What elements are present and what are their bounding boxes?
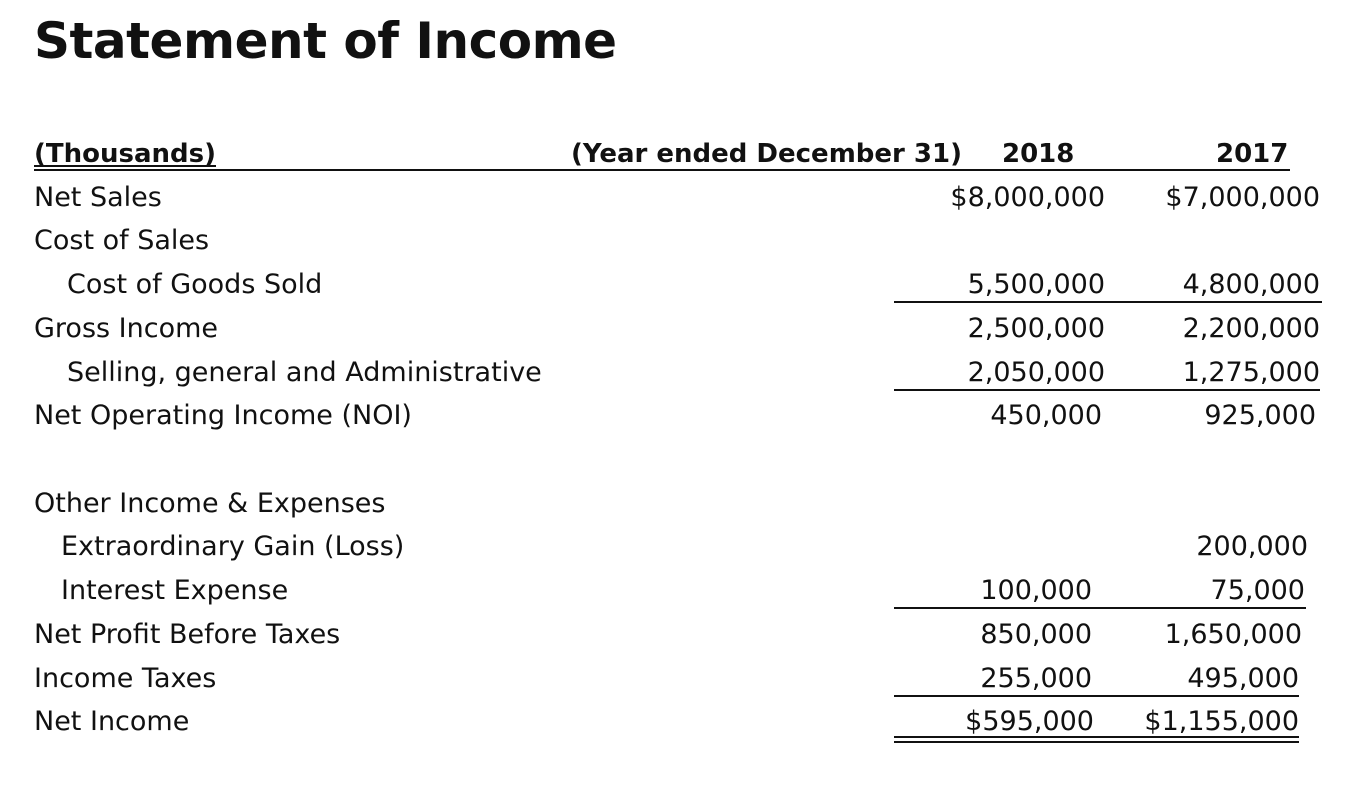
value-2017-gross-income: 2,200,000 [1182, 313, 1320, 344]
page-title: Statement of Income [34, 12, 617, 70]
value-2017-cogs: 4,800,000 [1182, 269, 1320, 300]
row-label-extraordinary: Extraordinary Gain (Loss) [61, 531, 405, 562]
header-rule [34, 169, 1290, 171]
value-2018-sga: 2,050,000 [967, 357, 1105, 388]
row-label-interest: Interest Expense [61, 575, 289, 606]
value-2017-sga: 1,275,000 [1182, 357, 1320, 388]
period-header: (Year ended December 31) [571, 139, 962, 169]
value-2018-noi: 450,000 [990, 400, 1102, 431]
value-2018-net-income: $595,000 [965, 706, 1094, 737]
row-label-sga: Selling, general and Administrative [67, 357, 542, 388]
value-2018-cogs: 5,500,000 [967, 269, 1105, 300]
subtotal-rule-interest [894, 607, 1306, 609]
total-double-rule [894, 736, 1299, 743]
value-2018-interest: 100,000 [980, 575, 1092, 606]
value-2017-npbt: 1,650,000 [1164, 619, 1302, 650]
row-label-cogs: Cost of Goods Sold [67, 269, 323, 300]
year-2017-header: 2017 [1216, 139, 1289, 169]
value-2018-net-sales: $8,000,000 [950, 182, 1105, 213]
value-2018-gross-income: 2,500,000 [967, 313, 1105, 344]
value-2017-interest: 75,000 [1210, 575, 1305, 606]
value-2017-net-sales: $7,000,000 [1165, 182, 1320, 213]
row-label-npbt: Net Profit Before Taxes [34, 619, 341, 650]
row-label-taxes: Income Taxes [34, 663, 217, 694]
row-label-noi: Net Operating Income (NOI) [34, 400, 412, 431]
year-2018-header: 2018 [1002, 139, 1075, 169]
row-label-gross-income: Gross Income [34, 313, 219, 344]
subtotal-rule-cogs [894, 301, 1322, 303]
value-2017-taxes: 495,000 [1187, 663, 1299, 694]
row-label-cost-of-sales: Cost of Sales [34, 225, 210, 256]
units-header: (Thousands) [34, 139, 216, 169]
value-2018-npbt: 850,000 [980, 619, 1092, 650]
value-2017-noi: 925,000 [1204, 400, 1316, 431]
subtotal-rule-taxes [894, 695, 1299, 697]
value-2017-net-income: $1,155,000 [1144, 706, 1299, 737]
row-label-net-income: Net Income [34, 706, 190, 737]
row-label-net-sales: Net Sales [34, 182, 162, 213]
subtotal-rule-sga [894, 389, 1320, 391]
value-2017-extraordinary: 200,000 [1196, 531, 1308, 562]
value-2018-taxes: 255,000 [980, 663, 1092, 694]
row-label-other: Other Income & Expenses [34, 488, 386, 519]
